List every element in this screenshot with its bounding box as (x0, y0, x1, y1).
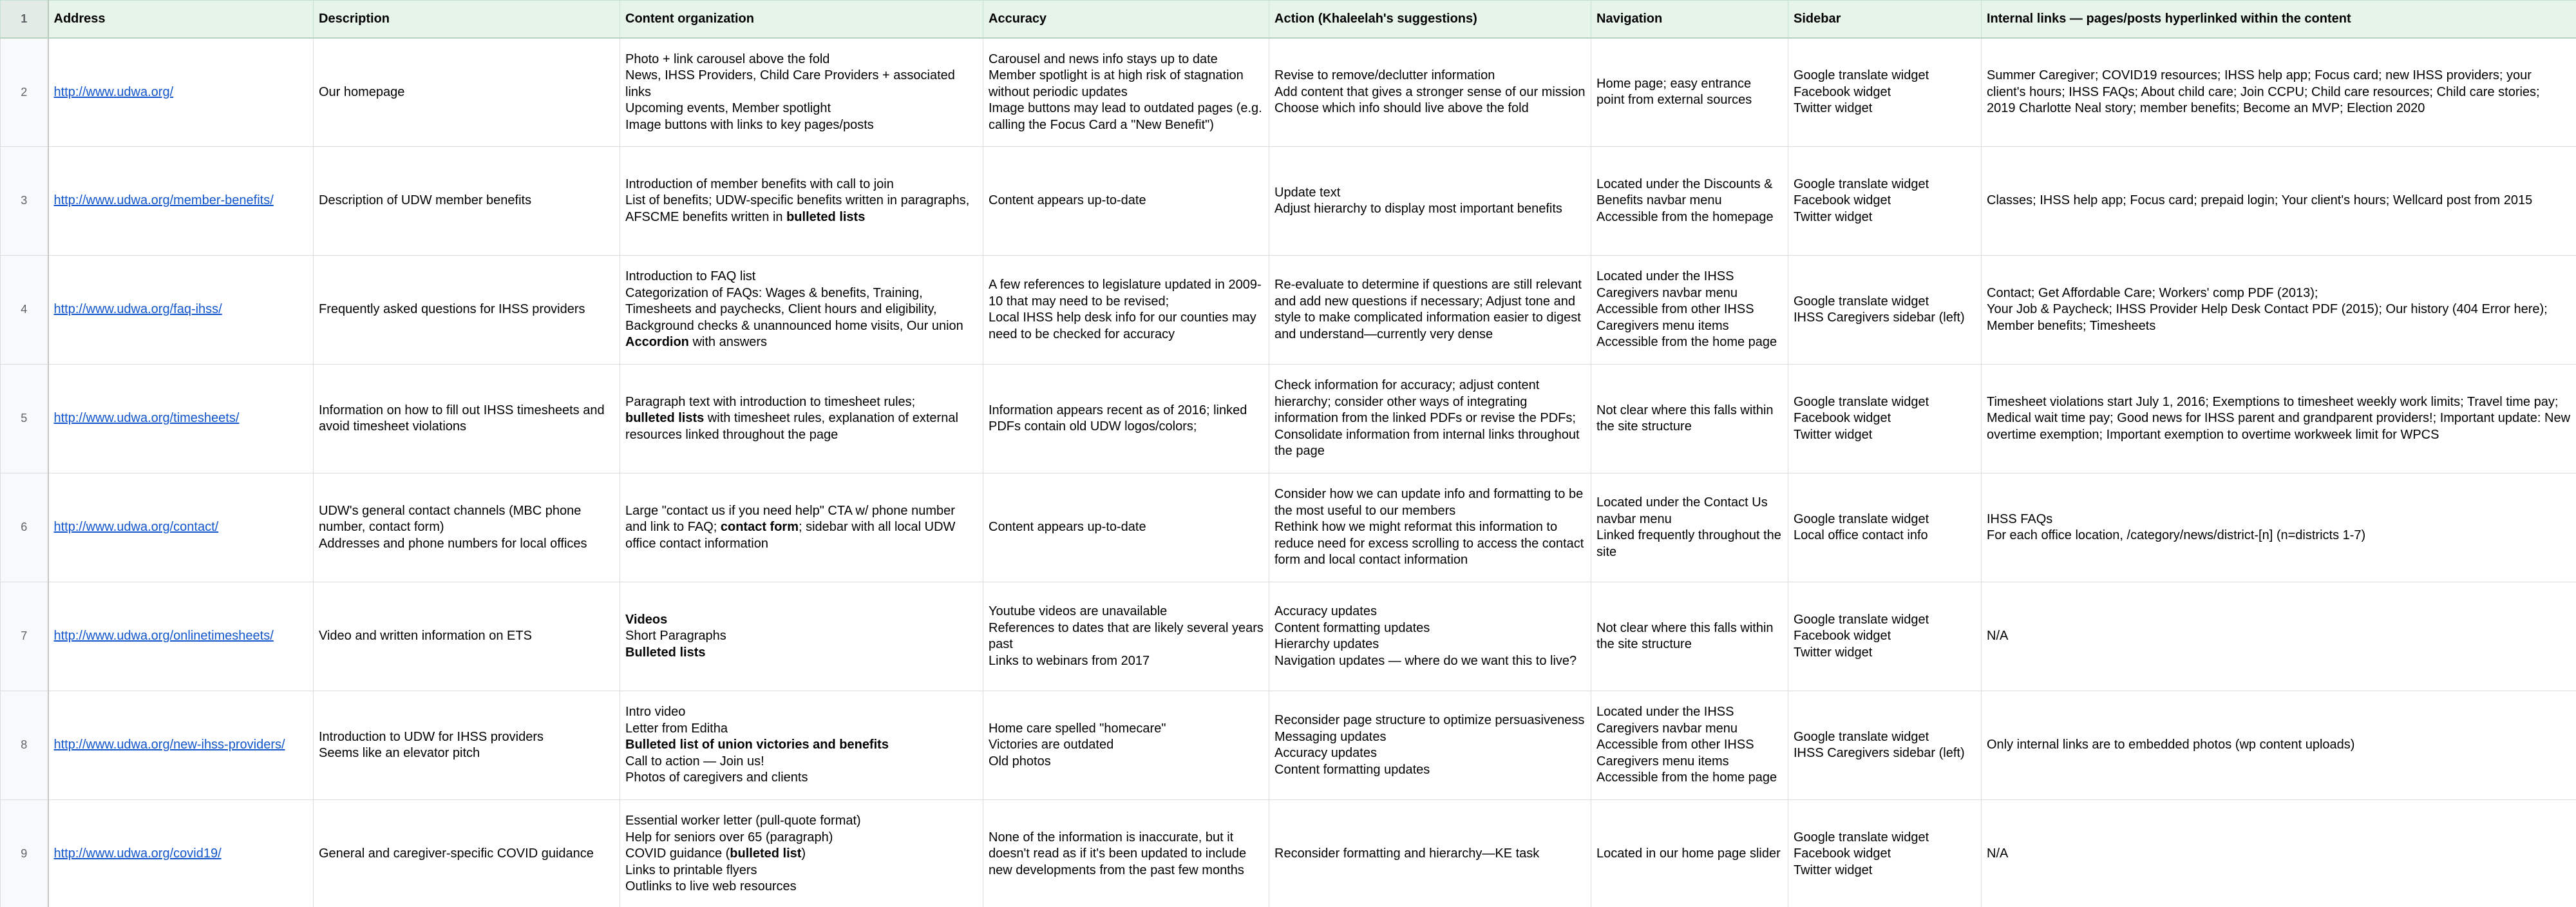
column-header-action[interactable]: Action (Khaleelah's suggestions) (1269, 1, 1591, 38)
cell-text: Navigation updates — where do we want this to live? (1274, 653, 1577, 668)
column-header-accuracy[interactable]: Accuracy (983, 1, 1269, 38)
cell-text: Photos of caregivers and clients (625, 770, 808, 785)
cell-text: Google translate widget (1794, 729, 1929, 744)
cell-text: Classes; IHSS help app; Focus card; prepaid login; Your client's hours; Wellcard post from 2015 (1987, 193, 2533, 208)
cell-text: Facebook widget (1794, 193, 1891, 208)
content-cell[interactable] (620, 473, 983, 582)
cell-text: Timesheet violations start July 1, 2016; Exemptions to timesheet weekly work limits; Travel time pay; Medical wait time pay; Good news for IHSS parent and grandparent providers!; Important update: New overtime exemption; Important exemption to overtime workweek limit for WPCS (1987, 394, 2571, 442)
cell-text (625, 193, 978, 225)
cell-text-bold: bulleted list (730, 846, 802, 861)
address-cell[interactable] (48, 691, 314, 800)
cell-text: Twitter widget (1794, 863, 1873, 877)
cell-text: Video and written information on ETS (319, 629, 532, 644)
cell-text: Located under the IHSS Caregivers navbar menu (1596, 705, 1738, 736)
cell-text: Located under the Discounts & Benefits navbar menu (1596, 177, 1773, 208)
internal-links-cell[interactable] (1982, 147, 2576, 256)
accuracy-cell[interactable] (983, 582, 1269, 691)
description-cell[interactable] (314, 473, 620, 582)
internal-links-cell[interactable] (1982, 365, 2576, 473)
cell-text: Rethink how we might reformat this information to reduce need for excess scrolling to access the contact form and local contact information (1274, 520, 1584, 568)
sidebar-cell[interactable] (1788, 473, 1982, 582)
table-row (1, 473, 2576, 582)
cell-text: Revise to remove/declutter information (1274, 68, 1495, 82)
cell-text: Introduction of member benefits with call to join (625, 177, 894, 191)
table-row (1, 256, 2576, 365)
cell-text: UDW's general contact channels (MBC phone number, contact form) (319, 503, 582, 535)
cell-text: Call to action — Join us! (625, 754, 764, 769)
accuracy-cell[interactable] (983, 256, 1269, 365)
cell-text: Image buttons with links to key pages/posts (625, 117, 874, 132)
cell-text: Upcoming events, Member spotlight (625, 101, 831, 115)
description-cell[interactable] (314, 38, 620, 147)
internal-links-cell[interactable] (1982, 473, 2576, 582)
cell-text: Located in our home page slider (1596, 846, 1781, 861)
sidebar-cell[interactable] (1788, 256, 1982, 365)
cell-text (625, 846, 978, 863)
cell-text: Accessible from the homepage (1596, 209, 1774, 224)
cell-text: Carousel and news info stays up to date (989, 52, 1218, 66)
cell-text: Google translate widget (1794, 68, 1929, 82)
cell-text: Reconsider page structure to optimize persuasiveness (1274, 713, 1585, 727)
table-row (1, 365, 2576, 473)
sidebar-cell[interactable] (1788, 365, 1982, 473)
column-header-content-organization[interactable]: Content organization (620, 1, 983, 38)
cell-text-bold: Accordion (625, 335, 689, 350)
cell-text: Description of UDW member benefits (319, 193, 532, 208)
cell-text-bold: bulleted lists (625, 411, 705, 426)
cell-text-bold: contact form (720, 520, 799, 535)
content-cell[interactable] (620, 800, 983, 907)
sidebar-cell[interactable] (1788, 38, 1982, 147)
sidebar-cell[interactable] (1788, 691, 1982, 800)
table-row (1, 147, 2576, 256)
cell-text: IHSS Caregivers sidebar (left) (1794, 310, 1965, 325)
cell-text: with timesheet rules, explanation of external resources linked throughout the page (625, 411, 958, 442)
cell-text: Consider how we can update info and formatting to be the most useful to our members (1274, 487, 1584, 518)
cell-text: Information on how to fill out IHSS timesheets and avoid timesheet violations (319, 403, 605, 434)
cell-text: Update text (1274, 185, 1341, 200)
description-cell[interactable] (314, 691, 620, 800)
cell-text: Summer Caregiver; COVID19 resources; IHSS help app; Focus card; new IHSS providers; your client's hours; IHSS FAQs; About child care; Join CCPU; Child care resources; Child care stories; 2019 Charlotte Neal story; member benefits; Become an MVP; Election 2020 (1987, 68, 2540, 115)
navigation-cell[interactable] (1591, 256, 1788, 365)
cell-text-bold: bulleted lists (786, 209, 866, 224)
cell-text: N/A (1987, 629, 2009, 644)
cell-text-bold: Bulleted lists (625, 645, 706, 660)
address-cell[interactable] (48, 256, 314, 365)
cell-text: Our homepage (319, 84, 405, 99)
cell-text: Help for seniors over 65 (paragraph) (625, 830, 833, 845)
navigation-cell[interactable] (1591, 582, 1788, 691)
accuracy-cell[interactable] (983, 38, 1269, 147)
address-link[interactable]: http://www.udwa.org/timesheets/ (53, 411, 240, 426)
cell-text: Hierarchy updates (1274, 637, 1379, 651)
cell-text: Accessible from other IHSS Caregivers menu items (1596, 302, 1754, 333)
sidebar-cell[interactable] (1788, 147, 1982, 256)
column-header-internal-links[interactable]: Internal links — pages/posts hyperlinked within the content (1982, 1, 2576, 38)
cell-text (625, 503, 978, 553)
cell-text: Facebook widget (1794, 411, 1891, 426)
cell-text: Twitter widget (1794, 645, 1873, 660)
cell-text: General and caregiver-specific COVID guidance (319, 846, 594, 861)
cell-text: Not clear where this falls within the site structure (1596, 620, 1774, 651)
internal-links-cell[interactable] (1982, 256, 2576, 365)
address-cell[interactable] (48, 473, 314, 582)
cell-text: Paragraph text with introduction to timesheet rules; (625, 394, 916, 409)
row-number[interactable]: 4 (1, 256, 48, 365)
cell-text: Google translate widget (1794, 177, 1929, 191)
cell-text: Located under the IHSS Caregivers navbar menu (1596, 269, 1738, 300)
row-number[interactable]: 2 (1, 38, 48, 147)
navigation-cell[interactable] (1591, 800, 1788, 907)
cell-text: Seems like an elevator pitch (319, 746, 480, 760)
cell-text: Accessible from the home page (1596, 335, 1777, 350)
description-cell[interactable] (314, 365, 620, 473)
cell-text: Introduction to UDW for IHSS providers (319, 729, 544, 744)
action-cell[interactable] (1269, 365, 1591, 473)
accuracy-cell[interactable] (983, 147, 1269, 256)
cell-text: Adjust hierarchy to display most important benefits (1274, 202, 1562, 216)
action-cell[interactable] (1269, 473, 1591, 582)
cell-text: Content formatting updates (1274, 762, 1430, 777)
cell-text: Home page; easy entrance point from external sources (1596, 76, 1752, 108)
cell-text: ) (801, 846, 806, 861)
content-cell[interactable] (620, 691, 983, 800)
cell-text: Introduction to FAQ list (625, 269, 756, 284)
cell-text: Frequently asked questions for IHSS providers (319, 302, 585, 317)
cell-text: Accuracy updates (1274, 746, 1377, 760)
cell-text: N/A (1987, 846, 2009, 861)
row-number[interactable]: 7 (1, 582, 48, 691)
cell-text: Home care spelled "homecare" (989, 721, 1166, 736)
cell-text: Image buttons may lead to outdated pages (e.g. calling the Focus Card a "New Benefit") (989, 101, 1262, 132)
cell-text: Linked frequently throughout the site (1596, 528, 1781, 559)
address-cell[interactable] (48, 38, 314, 147)
cell-text: COVID guidance ( (625, 846, 730, 861)
cell-text: Local IHSS help desk info for our counties may need to be checked for accuracy (989, 310, 1256, 341)
row-number[interactable]: 5 (1, 365, 48, 473)
content-cell[interactable] (620, 38, 983, 147)
cell-text: Twitter widget (1794, 101, 1873, 115)
cell-text: Victories are outdated (989, 738, 1114, 752)
header-row (1, 1, 2576, 38)
cell-text: Facebook widget (1794, 629, 1891, 644)
row-number[interactable]: 9 (1, 800, 48, 907)
cell-text: Content appears up-to-date (989, 193, 1146, 208)
address-link[interactable]: http://www.udwa.org/contact/ (53, 520, 219, 535)
cell-text: Addresses and phone numbers for local offices (319, 536, 587, 551)
cell-text: Add content that gives a stronger sense of our mission (1274, 84, 1586, 99)
cell-text: Google translate widget (1794, 830, 1929, 845)
cell-text: A few references to legislature updated in 2009-10 that may need to be revised; (989, 278, 1262, 309)
navigation-cell[interactable] (1591, 691, 1788, 800)
row-number[interactable]: 6 (1, 473, 48, 582)
cell-text: Twitter widget (1794, 209, 1873, 224)
address-link[interactable]: http://www.udwa.org/ (53, 84, 174, 99)
cell-text: Content formatting updates (1274, 620, 1430, 635)
address-cell[interactable] (48, 365, 314, 473)
sidebar-cell[interactable] (1788, 800, 1982, 907)
cell-text: Google translate widget (1794, 612, 1929, 627)
cell-text: Short Paragraphs (625, 629, 726, 644)
row-number[interactable]: 1 (1, 1, 48, 38)
cell-text: Reconsider formatting and hierarchy—KE task (1274, 846, 1540, 861)
cell-text: Member spotlight is at high risk of stagnation without periodic updates (989, 68, 1244, 99)
cell-text: Youtube videos are unavailable (989, 604, 1168, 618)
cell-text: Letter from Editha (625, 721, 728, 736)
cell-text: Google translate widget (1794, 511, 1929, 526)
cell-text: References to dates that are likely several years past (989, 620, 1264, 651)
address-cell[interactable] (48, 147, 314, 256)
cell-text: None of the information is inaccurate, but it doesn't read as if it's been updated to include new developments from the past few months (989, 830, 1247, 877)
cell-text: Outlinks to live web resources (625, 879, 797, 894)
description-cell[interactable] (314, 147, 620, 256)
cell-text: IHSS Caregivers sidebar (left) (1794, 746, 1965, 760)
cell-text: ; sidebar with all local UDW office contact information (625, 520, 956, 551)
internal-links-cell[interactable] (1982, 582, 2576, 691)
address-link[interactable]: http://www.udwa.org/covid19/ (53, 846, 222, 861)
cell-text: Accessible from other IHSS Caregivers menu items (1596, 738, 1754, 769)
cell-text: Messaging updates (1274, 729, 1387, 744)
accuracy-cell[interactable] (983, 365, 1269, 473)
cell-text: Accessible from the home page (1596, 770, 1777, 785)
navigation-cell[interactable] (1591, 473, 1788, 582)
cell-text: Twitter widget (1794, 427, 1873, 442)
cell-text: Content appears up-to-date (989, 520, 1146, 535)
action-cell[interactable] (1269, 691, 1591, 800)
cell-text: List of benefits; UDW-specific benefits written in paragraphs, AFSCME benefits written in (625, 193, 970, 224)
cell-text: Information appears recent as of 2016; linked PDFs contain old UDW logos/colors; (989, 403, 1247, 434)
column-header-address[interactable]: Address (48, 1, 314, 38)
cell-text: Only internal links are to embedded photos (wp content uploads) (1987, 738, 2355, 752)
accuracy-cell[interactable] (983, 691, 1269, 800)
cell-text: Located under the Contact Us navbar menu (1596, 495, 1768, 526)
action-cell[interactable] (1269, 256, 1591, 365)
cell-text: Photo + link carousel above the fold (625, 52, 830, 66)
cell-text: Large "contact us if you need help" CTA w/ phone number and link to FAQ; (625, 503, 955, 535)
cell-text: For each office location, /category/news/district-[n] (n=districts 1-7) (1987, 528, 2366, 542)
cell-text: Check information for accuracy; adjust content hierarchy; consider other ways of integrating information from the linked PDFs or revise the PDFs; Consolidate information from internal links throughout the page (1274, 378, 1580, 459)
cell-text-bold: Bulleted list of union victories and benefits (625, 738, 889, 752)
sidebar-cell[interactable] (1788, 582, 1982, 691)
internal-links-cell[interactable] (1982, 800, 2576, 907)
description-cell[interactable] (314, 582, 620, 691)
column-header-sidebar[interactable]: Sidebar (1788, 1, 1982, 38)
cell-text: Your Job & Paycheck; IHSS Provider Help Desk Contact PDF (2015); Our history (404 Error here); Member benefits; Timesheets (1987, 302, 2548, 333)
accuracy-cell[interactable] (983, 473, 1269, 582)
address-link[interactable]: http://www.udwa.org/faq-ihss/ (53, 302, 222, 317)
cell-text: Categorization of FAQs: Wages & benefits, Training, Timesheets and paychecks, Client hours and eligibility, Background checks & unannounced home visits, Our union (625, 285, 963, 333)
description-cell[interactable] (314, 800, 620, 907)
cell-text: Not clear where this falls within the site structure (1596, 403, 1774, 434)
cell-text (625, 410, 978, 443)
cell-text (625, 334, 978, 351)
internal-links-cell[interactable] (1982, 38, 2576, 147)
address-cell[interactable] (48, 800, 314, 907)
table-row (1, 582, 2576, 691)
row-number[interactable]: 3 (1, 147, 48, 256)
cell-text: with answers (688, 335, 768, 350)
cell-text-bold: Videos (625, 612, 668, 627)
cell-text: Contact; Get Affordable Care; Workers' comp PDF (2013); (1987, 285, 2318, 300)
column-header-navigation[interactable]: Navigation (1591, 1, 1788, 38)
navigation-cell[interactable] (1591, 38, 1788, 147)
content-cell[interactable] (620, 256, 983, 365)
content-cell[interactable] (620, 147, 983, 256)
accuracy-cell[interactable] (983, 800, 1269, 907)
cell-text: Choose which info should live above the fold (1274, 101, 1529, 115)
navigation-cell[interactable] (1591, 147, 1788, 256)
address-cell[interactable] (48, 582, 314, 691)
content-cell[interactable] (620, 582, 983, 691)
cell-text: Accuracy updates (1274, 604, 1377, 618)
cell-text: Essential worker letter (pull-quote format) (625, 814, 861, 828)
table-row (1, 691, 2576, 800)
action-cell[interactable] (1269, 38, 1591, 147)
cell-text: IHSS FAQs (1987, 511, 2053, 526)
cell-text: Local office contact info (1794, 528, 1928, 542)
action-cell[interactable] (1269, 582, 1591, 691)
internal-links-cell[interactable] (1982, 691, 2576, 800)
cell-text: Facebook widget (1794, 846, 1891, 861)
cell-text: Links to printable flyers (625, 863, 757, 877)
cell-text: News, IHSS Providers, Child Care Providers + associated links (625, 68, 955, 99)
row-number[interactable]: 8 (1, 691, 48, 800)
content-cell[interactable] (620, 365, 983, 473)
address-link[interactable]: http://www.udwa.org/onlinetimesheets/ (53, 629, 274, 644)
cell-text: Links to webinars from 2017 (989, 653, 1150, 668)
table-row (1, 800, 2576, 907)
address-link[interactable]: http://www.udwa.org/member-benefits/ (53, 193, 274, 208)
cell-text: Google translate widget (1794, 394, 1929, 409)
cell-text: Intro video (625, 705, 686, 720)
cell-text: Facebook widget (1794, 84, 1891, 99)
cell-text: Old photos (989, 754, 1051, 769)
cell-text: Re-evaluate to determine if questions are still relevant and add new questions if necessary; Adjust tone and style to make complicated information easier to digest and understand—currently very dense (1274, 278, 1582, 341)
navigation-cell[interactable] (1591, 365, 1788, 473)
cell-text: Google translate widget (1794, 294, 1929, 309)
column-header-description[interactable]: Description (314, 1, 620, 38)
address-link[interactable]: http://www.udwa.org/new-ihss-providers/ (53, 738, 285, 752)
description-cell[interactable] (314, 256, 620, 365)
table-row (1, 38, 2576, 147)
action-cell[interactable] (1269, 800, 1591, 907)
action-cell[interactable] (1269, 147, 1591, 256)
